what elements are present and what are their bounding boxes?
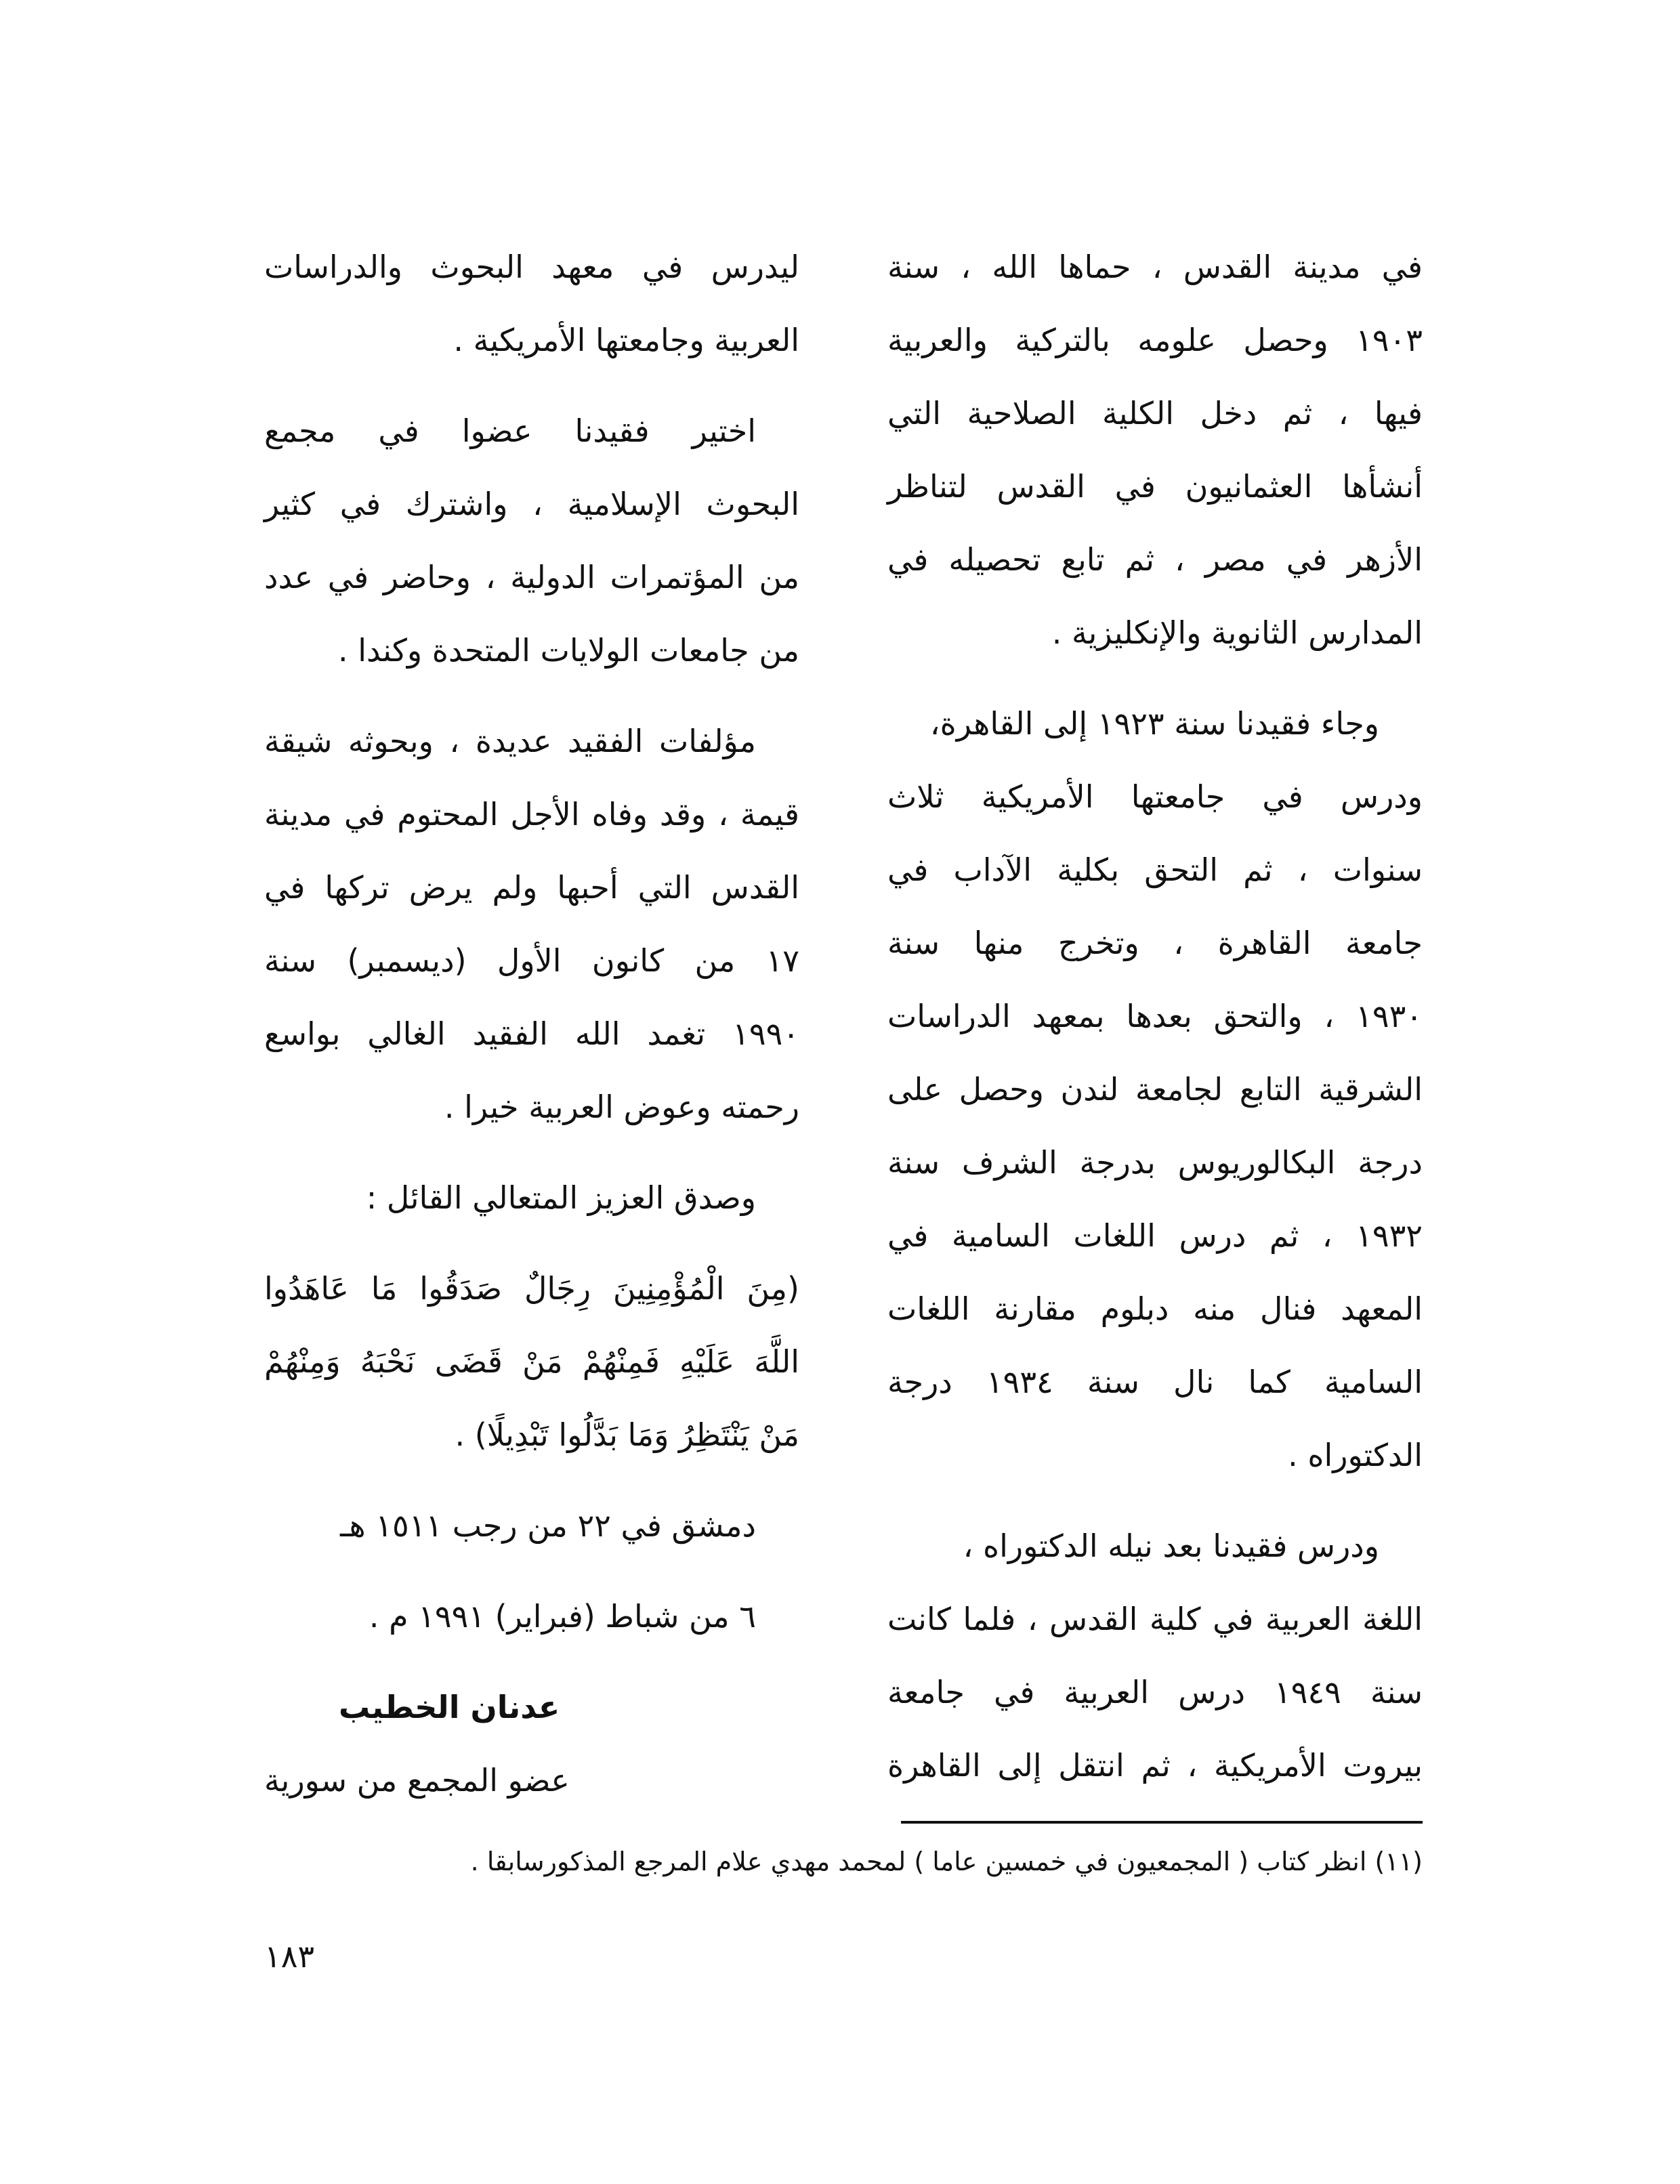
text-line: ودرس فقيدنا بعد نيله الدكتوراه ، (963, 1528, 1379, 1564)
signature-name: عدنان الخطيب (339, 1689, 560, 1725)
text-line: ودرس في جامعتها الأمريكية ثلاث (887, 778, 1423, 815)
text-line: من المؤتمرات الدولية ، وحاضر في عدد (264, 559, 799, 595)
right-column (887, 230, 1423, 1820)
text-line: القدس التي أحبها ولم يرض تركها في (264, 869, 799, 906)
text-line: ٦ من شباط (فبراير) ١٩٩١ م . (369, 1598, 756, 1635)
date-hijri (264, 1489, 799, 1562)
quran-quote (264, 1252, 799, 1471)
text-line: (مِنَ الْمُؤْمِنِينَ رِجَالٌ صَدَقُوا مَا عَاهَدُوا (264, 1270, 799, 1307)
text-line: قيمة ، وقد وفاه الأجل المحتوم في مدينة (264, 796, 799, 833)
text-line: سنة ١٩٤٩ درس العربية في جامعة (887, 1674, 1423, 1710)
text-line: بيروت الأمريكية ، ثم انتقل إلى القاهرة (887, 1747, 1423, 1784)
text-line: السامية كما نال سنة ١٩٣٤ درجة (887, 1364, 1423, 1400)
text-line: ١٩٣٢ ، ثم درس اللغات السامية في (887, 1217, 1423, 1254)
text-line: ١٧ من كانون الأول (ديسمبر) سنة (264, 942, 799, 979)
text-line: فيها ، ثم دخل الكلية الصلاحية التي (887, 395, 1423, 432)
text-line: دمشق في ٢٢ من رجب ١٥١١ هـ (339, 1507, 756, 1544)
footnote-divider (901, 1821, 1423, 1824)
text-line: سنوات ، ثم التحق بكلية الآداب في (887, 852, 1423, 888)
text-line: ١٩٩٠ تغمد الله الفقيد الغالي بواسع (264, 1015, 799, 1052)
text-line: مَنْ يَنْتَظِرُ وَمَا بَدَّلُوا تَبْدِيلًا) . (455, 1416, 799, 1453)
paragraph-right-2 (887, 687, 1423, 1492)
left-column (264, 230, 799, 1817)
text-line: رحمته وعوض العربية خيرا . (444, 1089, 799, 1125)
page-number: ١٨٣ (264, 1938, 315, 1975)
signature-title: عضو المجمع من سورية (264, 1762, 570, 1799)
text-line: اللغة العربية في كلية القدس ، فلما كانت (887, 1601, 1423, 1637)
text-line: اختير فقيدنا عضوا في مجمع (264, 413, 756, 449)
text-line: درجة البكالوريوس بدرجة الشرف سنة (887, 1144, 1423, 1181)
text-line: العربية وجامعتها الأمريكية . (453, 322, 799, 358)
text-line: اللَّهَ عَلَيْهِ فَمِنْهُمْ مَنْ قَضَى نَحْبَهُ وَمِنْهُمْ (264, 1343, 799, 1380)
paragraph-left-4 (264, 1161, 799, 1234)
text-line: جامعة القاهرة ، وتخرج منها سنة (887, 925, 1423, 961)
text-line: الدكتوراه . (1288, 1437, 1423, 1473)
text-line: ١٩٣٠ ، والتحق بعدها بمعهد الدراسات (887, 998, 1423, 1034)
paragraph-right-3 (887, 1509, 1423, 1802)
text-line: البحوث الإسلامية ، واشترك في كثير (264, 486, 799, 522)
paragraph-left-1 (264, 230, 799, 377)
paragraph-left-2 (264, 394, 799, 687)
text-line: ليدرس في معهد البحوث والدراسات (264, 249, 799, 285)
text-line: من جامعات الولايات المتحدة وكندا . (337, 632, 799, 669)
text-line: المدارس الثانوية والإنكليزية . (1051, 614, 1423, 651)
text-line: الشرقية التابع لجامعة لندن وحصل على (887, 1071, 1423, 1108)
footnote: (١١) انظر كتاب ( المجمعيون في خمسين عاما ) لمحمد مهدي علام المرجع المذكورسابقا . (470, 1847, 1423, 1876)
paragraph-left-3 (264, 705, 799, 1143)
text-line: المعهد فنال منه دبلوم مقارنة اللغات (887, 1290, 1423, 1327)
text-line: مؤلفات الفقيد عديدة ، وبحوثه شيقة (264, 723, 756, 759)
text-line: وصدق العزيز المتعالي القائل : (366, 1179, 756, 1216)
signature-block (264, 1671, 799, 1817)
text-line: ١٩٠٣ وحصل علومه بالتركية والعربية (887, 322, 1423, 358)
text-line: أنشأها العثمانيون في القدس لتناظر (887, 468, 1423, 505)
date-gregorian (264, 1580, 799, 1653)
text-line: الأزهر في مصر ، ثم تابع تحصيله في (887, 541, 1423, 578)
text-line: وجاء فقيدنا سنة ١٩٢٣ إلى القاهرة، (929, 705, 1379, 742)
paragraph-right-1 (887, 230, 1423, 669)
text-line: في مدينة القدس ، حماها الله ، سنة (887, 249, 1423, 285)
